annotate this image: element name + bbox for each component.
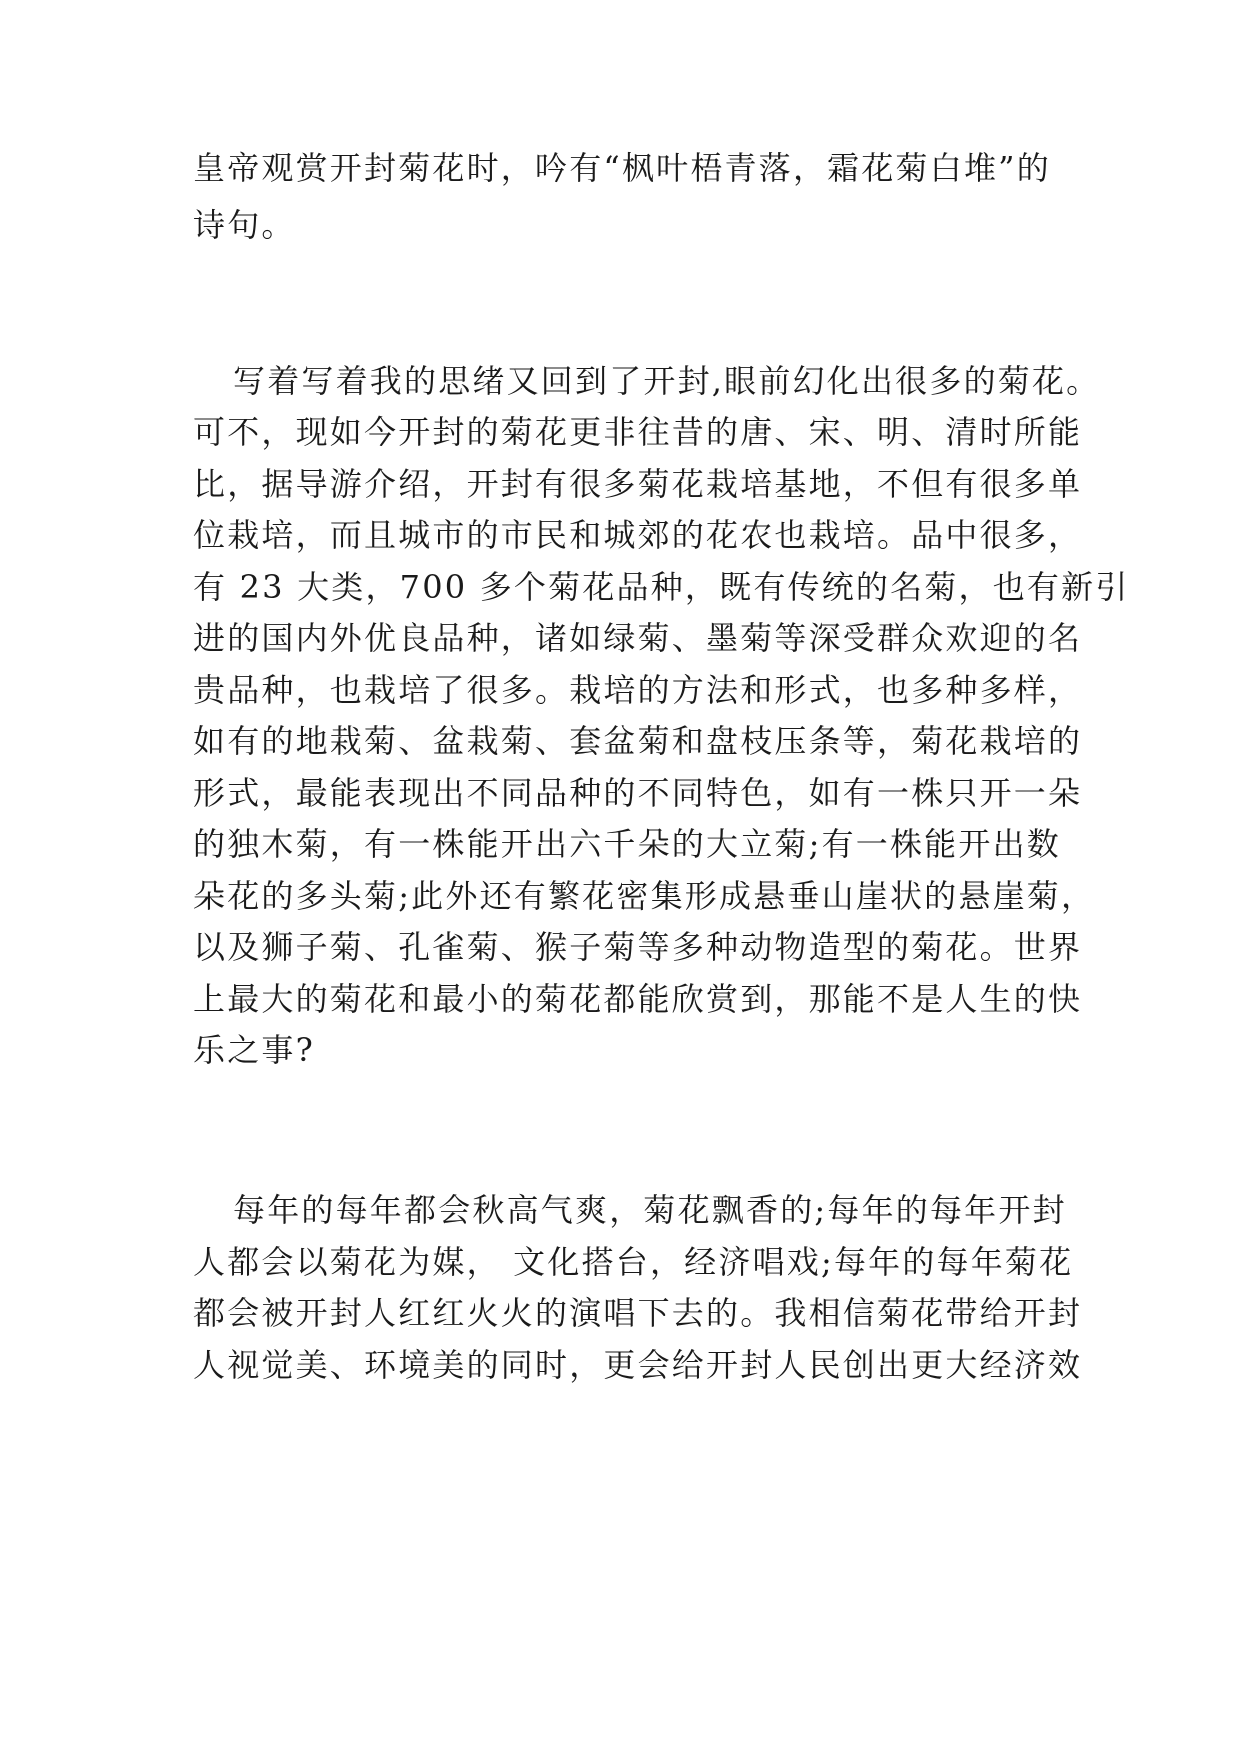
paragraph-line: 比，据导游介绍，开封有很多菊花栽培基地，不但有很多单 <box>193 465 1083 503</box>
paragraph-line: 皇帝观赏开封菊花时，吟有“枫叶梧青落，霜花菊白堆”的 <box>193 149 1051 187</box>
paragraph-line: 上最大的菊花和最小的菊花都能欣赏到，那能不是人生的快 <box>193 980 1083 1018</box>
paragraph-line: 乐之事? <box>193 1031 315 1069</box>
paragraph-line: 贵品种，也栽培了很多。栽培的方法和形式，也多种多样， <box>193 671 1083 709</box>
paragraph-line: 有 23 大类，700 多个菊花品种，既有传统的名菊，也有新引 <box>193 568 1130 606</box>
paragraph-line: 以及狮子菊、孔雀菊、猴子菊等多种动物造型的菊花。世界 <box>193 928 1083 966</box>
paragraph-line: 的独木菊，有一株能开出六千朵的大立菊;有一株能开出数 <box>193 825 1061 863</box>
paragraph-line: 人视觉美、环境美的同时，更会给开封人民创出更大经济效 <box>193 1346 1083 1384</box>
paragraph-line: 都会被开封人红红火火的演唱下去的。我相信菊花带给开封 <box>193 1294 1083 1332</box>
paragraph-line: 诗句。 <box>193 206 296 244</box>
paragraph-line: 写着写着我的思绪又回到了开封,眼前幻化出很多的菊花。 <box>233 362 1101 400</box>
paragraph-line: 每年的每年都会秋高气爽，菊花飘香的;每年的每年开封 <box>233 1191 1067 1229</box>
paragraph-line: 可不，现如今开封的菊花更非往昔的唐、宋、明、清时所能 <box>193 413 1083 451</box>
paragraph-line: 朵花的多头菊;此外还有繁花密集形成悬垂山崖状的悬崖菊， <box>193 877 1096 915</box>
paragraph-line: 进的国内外优良品种，诸如绿菊、墨菊等深受群众欢迎的名 <box>193 619 1083 657</box>
paragraph-line: 人都会以菊花为媒， 文化搭台，经济唱戏;每年的每年菊花 <box>193 1243 1074 1281</box>
paragraph-line: 如有的地栽菊、盆栽菊、套盆菊和盘枝压条等，菊花栽培的 <box>193 722 1083 760</box>
paragraph-line: 形式，最能表现出不同品种的不同特色，如有一株只开一朵 <box>193 774 1083 812</box>
paragraph-line: 位栽培，而且城市的市民和城郊的花农也栽培。品中很多， <box>193 516 1083 554</box>
